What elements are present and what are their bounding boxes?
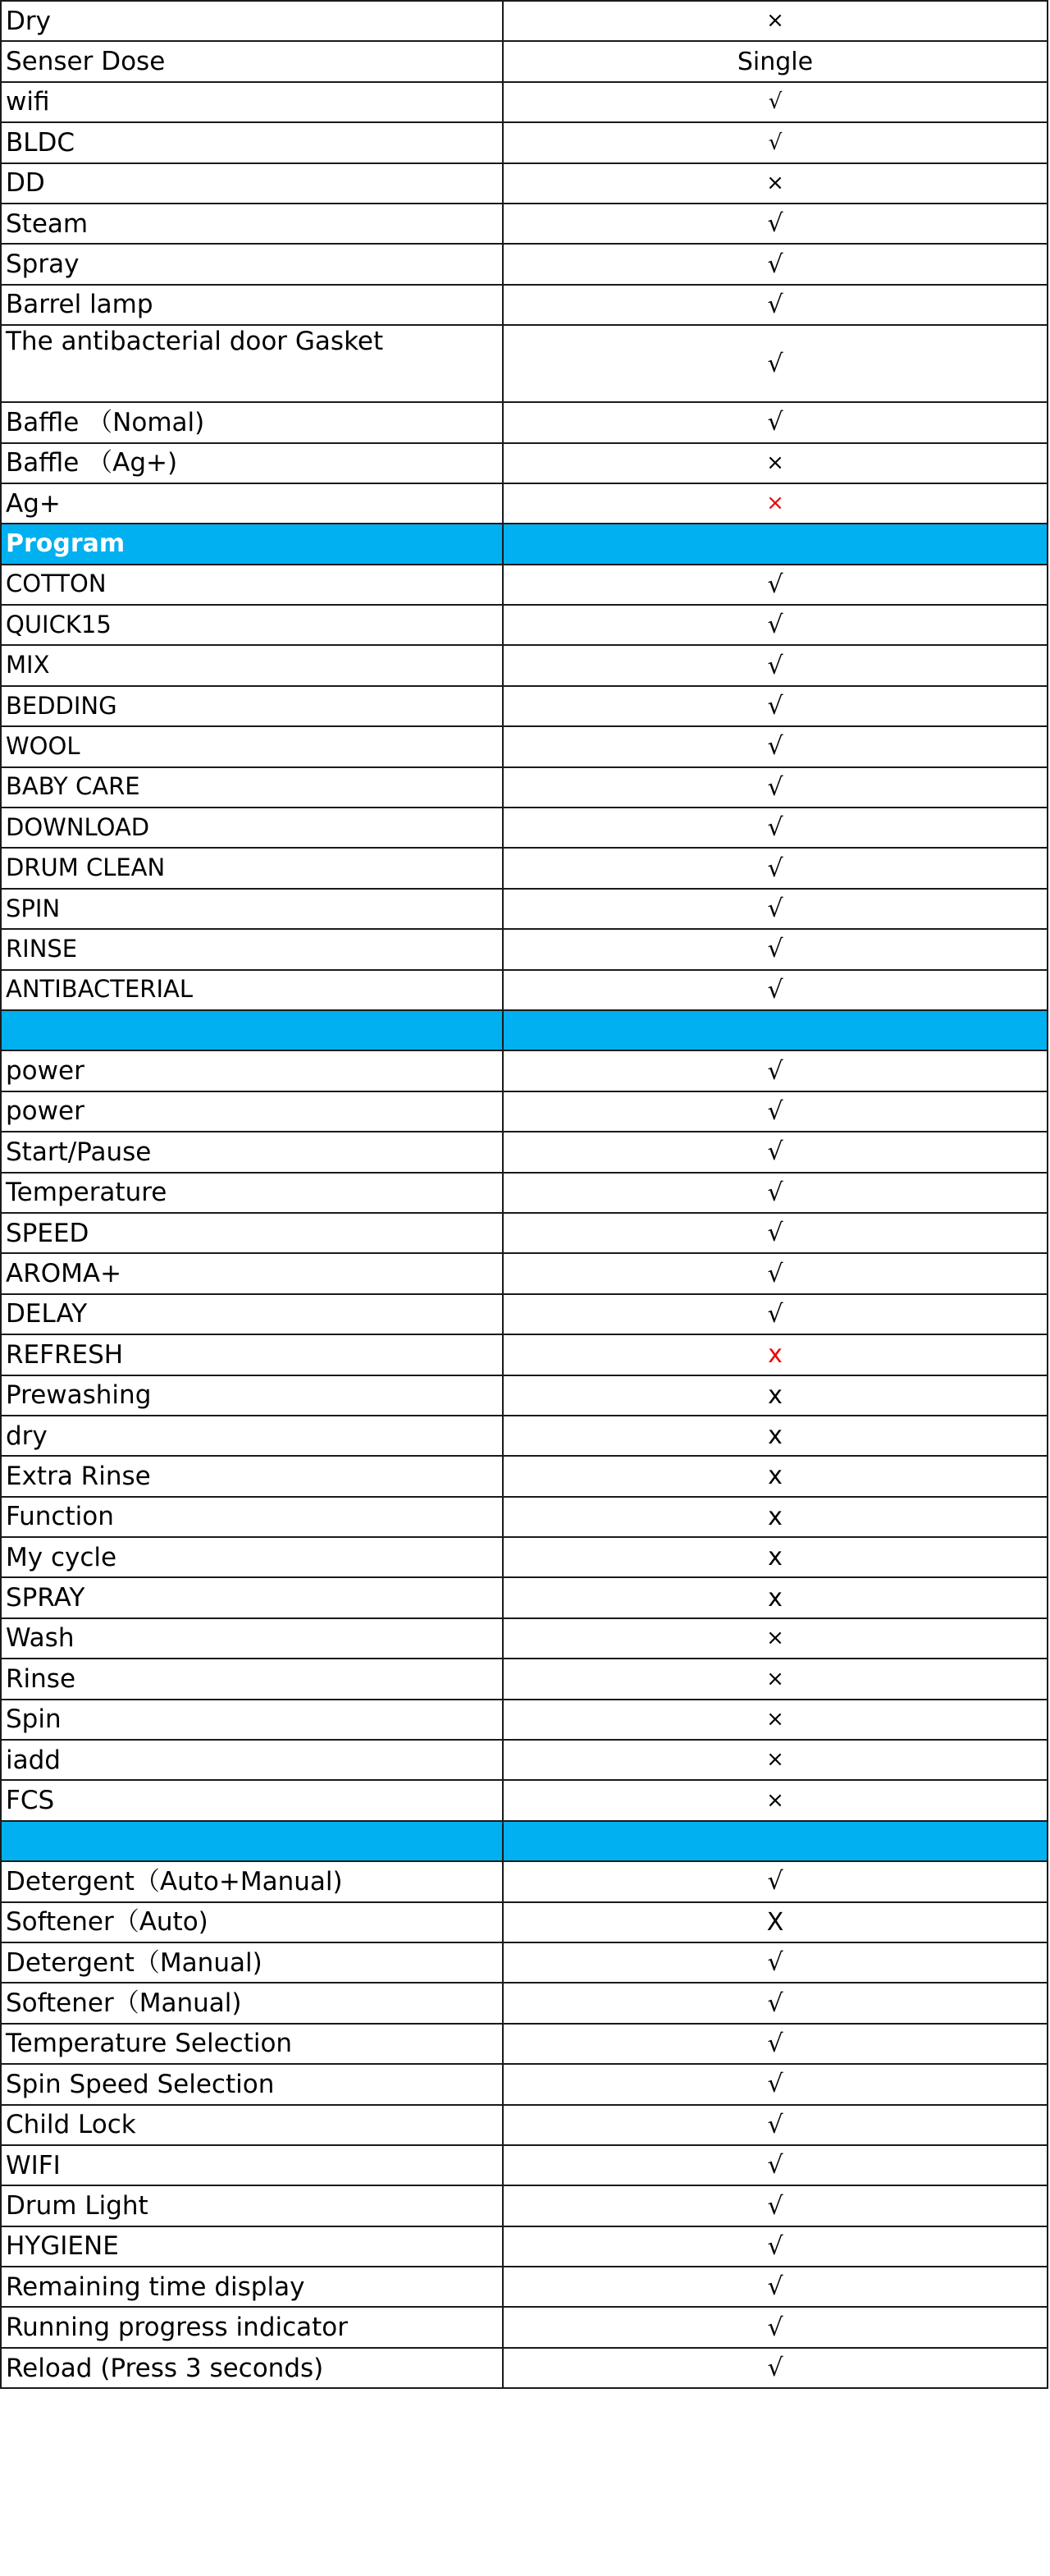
table-row — [1, 1537, 1048, 1577]
feature-label: BABY CARE — [1, 767, 503, 808]
feature-label: Senser Dose — [1, 41, 503, 81]
feature-value: × — [503, 1780, 1048, 1820]
feature-label: Rinse — [1, 1659, 503, 1699]
feature-label: power — [1, 1050, 503, 1091]
table-row — [1, 1253, 1048, 1293]
feature-label: Softener（Manual) — [1, 1983, 503, 2023]
table-row — [1, 889, 1048, 929]
feature-value: √ — [503, 1983, 1048, 2023]
feature-label: QUICK15 — [1, 605, 503, 645]
table-row — [1, 2348, 1048, 2388]
feature-label: RINSE — [1, 929, 503, 969]
table-row — [1, 1577, 1048, 1617]
feature-value: √ — [503, 1050, 1048, 1091]
table-row — [1, 848, 1048, 888]
feature-label: Spin Speed Selection — [1, 2064, 503, 2104]
feature-value: √ — [503, 767, 1048, 808]
feature-label: HYGIENE — [1, 2226, 503, 2267]
feature-value: √ — [503, 565, 1048, 605]
feature-label: iadd — [1, 1740, 503, 1780]
feature-value: x — [503, 1577, 1048, 1617]
table-row — [1, 244, 1048, 284]
feature-value: × — [503, 1618, 1048, 1659]
section-header-label: Program — [1, 524, 503, 564]
feature-value: √ — [503, 1091, 1048, 1132]
feature-value: √ — [503, 605, 1048, 645]
table-row — [1, 163, 1048, 204]
feature-label: DOWNLOAD — [1, 808, 503, 848]
feature-label: SPIN — [1, 889, 503, 929]
feature-value: √ — [503, 82, 1048, 122]
feature-value: Single — [503, 41, 1048, 81]
feature-value: × — [503, 443, 1048, 483]
table-row — [1, 1983, 1048, 2023]
table-row — [1, 1375, 1048, 1416]
feature-value: √ — [503, 1253, 1048, 1293]
feature-label: DD — [1, 163, 503, 204]
feature-value: √ — [503, 1132, 1048, 1172]
table-row — [1, 285, 1048, 325]
feature-label: Ag+ — [1, 483, 503, 524]
feature-value: √ — [503, 402, 1048, 442]
feature-value: √ — [503, 2024, 1048, 2064]
feature-label: dry — [1, 1416, 503, 1456]
table-row — [1, 1173, 1048, 1213]
table-row — [1, 1861, 1048, 1901]
table-row — [1, 2307, 1048, 2347]
table-row — [1, 41, 1048, 81]
table-row — [1, 2185, 1048, 2226]
section-header-row — [1, 524, 1048, 564]
feature-label: MIX — [1, 645, 503, 685]
feature-value: √ — [503, 808, 1048, 848]
feature-value: √ — [503, 848, 1048, 888]
feature-label: My cycle — [1, 1537, 503, 1577]
feature-value: x — [503, 1456, 1048, 1496]
feature-value: √ — [503, 686, 1048, 726]
feature-value: √ — [503, 889, 1048, 929]
feature-label: Spin — [1, 1700, 503, 1740]
feature-value: × — [503, 1, 1048, 41]
feature-label: COTTON — [1, 565, 503, 605]
feature-label: WIFI — [1, 2145, 503, 2185]
table-row — [1, 204, 1048, 244]
spec-table-body — [1, 1, 1048, 2388]
table-row — [1, 1334, 1048, 1375]
feature-label: Temperature — [1, 1173, 503, 1213]
table-row — [1, 483, 1048, 524]
feature-label: Steam — [1, 204, 503, 244]
table-row — [1, 1, 1048, 41]
section-header-label — [1, 1821, 503, 1861]
feature-label: The antibacterial door Gasket — [1, 325, 503, 402]
table-row — [1, 1213, 1048, 1253]
table-row — [1, 1740, 1048, 1780]
table-row — [1, 970, 1048, 1010]
feature-label: BEDDING — [1, 686, 503, 726]
feature-label: Drum Light — [1, 2185, 503, 2226]
table-row — [1, 1700, 1048, 1740]
table-row — [1, 2267, 1048, 2307]
feature-label: Barrel lamp — [1, 285, 503, 325]
table-row — [1, 122, 1048, 162]
section-header-row — [1, 1010, 1048, 1050]
feature-label: Softener（Auto) — [1, 1902, 503, 1942]
table-row — [1, 808, 1048, 848]
table-row — [1, 929, 1048, 969]
section-header-value — [503, 1821, 1048, 1861]
feature-label: wifi — [1, 82, 503, 122]
feature-value: √ — [503, 1294, 1048, 1334]
feature-value: √ — [503, 1861, 1048, 1901]
feature-value: x — [503, 1416, 1048, 1456]
feature-value: √ — [503, 285, 1048, 325]
feature-value: √ — [503, 1942, 1048, 1983]
feature-label: Temperature Selection — [1, 2024, 503, 2064]
section-header-value — [503, 524, 1048, 564]
feature-value: x — [503, 1497, 1048, 1537]
feature-label: Running progress indicator — [1, 2307, 503, 2347]
feature-value: √ — [503, 122, 1048, 162]
feature-label: Wash — [1, 1618, 503, 1659]
table-row — [1, 645, 1048, 685]
feature-value: × — [503, 163, 1048, 204]
feature-label: Detergent（Auto+Manual) — [1, 1861, 503, 1901]
feature-label: Extra Rinse — [1, 1456, 503, 1496]
table-row — [1, 1659, 1048, 1699]
feature-label: Spray — [1, 244, 503, 284]
table-row — [1, 443, 1048, 483]
feature-value: √ — [503, 2226, 1048, 2267]
table-row — [1, 1132, 1048, 1172]
table-row — [1, 325, 1048, 402]
feature-label: DRUM CLEAN — [1, 848, 503, 888]
table-row — [1, 1050, 1048, 1091]
feature-value: √ — [503, 325, 1048, 402]
table-row — [1, 402, 1048, 442]
feature-value: X — [503, 1902, 1048, 1942]
feature-label: power — [1, 1091, 503, 1132]
feature-label: AROMA+ — [1, 1253, 503, 1293]
feature-label: BLDC — [1, 122, 503, 162]
feature-value: √ — [503, 244, 1048, 284]
feature-value: √ — [503, 2185, 1048, 2226]
feature-value: x — [503, 1537, 1048, 1577]
feature-label: Baffle （Nomal) — [1, 402, 503, 442]
feature-value: √ — [503, 2105, 1048, 2145]
table-row — [1, 1091, 1048, 1132]
feature-label: Reload (Press 3 seconds) — [1, 2348, 503, 2388]
feature-label: REFRESH — [1, 1334, 503, 1375]
feature-value: √ — [503, 1173, 1048, 1213]
feature-label: WOOL — [1, 726, 503, 766]
table-row — [1, 1294, 1048, 1334]
table-row — [1, 2064, 1048, 2104]
feature-label: Dry — [1, 1, 503, 41]
feature-value: √ — [503, 726, 1048, 766]
table-row — [1, 82, 1048, 122]
feature-label: SPEED — [1, 1213, 503, 1253]
table-row — [1, 605, 1048, 645]
feature-label: Prewashing — [1, 1375, 503, 1416]
feature-value: x — [503, 1375, 1048, 1416]
table-row — [1, 1497, 1048, 1537]
table-row — [1, 1780, 1048, 1820]
feature-label: Function — [1, 1497, 503, 1537]
table-row — [1, 1618, 1048, 1659]
table-row — [1, 2024, 1048, 2064]
table-row — [1, 726, 1048, 766]
feature-label: Child Lock — [1, 2105, 503, 2145]
feature-value: × — [503, 1700, 1048, 1740]
feature-value: x — [503, 1334, 1048, 1375]
feature-value: × — [503, 483, 1048, 524]
feature-value: √ — [503, 2267, 1048, 2307]
table-row — [1, 1456, 1048, 1496]
feature-value: √ — [503, 204, 1048, 244]
table-row — [1, 767, 1048, 808]
table-row — [1, 2226, 1048, 2267]
feature-value: √ — [503, 1213, 1048, 1253]
feature-label: Baffle （Ag+) — [1, 443, 503, 483]
feature-value: × — [503, 1740, 1048, 1780]
feature-label: FCS — [1, 1780, 503, 1820]
feature-value: √ — [503, 645, 1048, 685]
feature-value: √ — [503, 2064, 1048, 2104]
table-row — [1, 2105, 1048, 2145]
feature-label: Detergent（Manual) — [1, 1942, 503, 1983]
feature-value: √ — [503, 970, 1048, 1010]
feature-value: √ — [503, 2307, 1048, 2347]
section-header-value — [503, 1010, 1048, 1050]
feature-label: Start/Pause — [1, 1132, 503, 1172]
section-header-label — [1, 1010, 503, 1050]
table-row — [1, 686, 1048, 726]
feature-value: √ — [503, 2348, 1048, 2388]
table-row — [1, 1902, 1048, 1942]
table-row — [1, 565, 1048, 605]
table-row — [1, 1416, 1048, 1456]
feature-label: SPRAY — [1, 1577, 503, 1617]
table-row — [1, 2145, 1048, 2185]
feature-label: DELAY — [1, 1294, 503, 1334]
feature-value: √ — [503, 929, 1048, 969]
feature-value: × — [503, 1659, 1048, 1699]
feature-label: ANTIBACTERIAL — [1, 970, 503, 1010]
feature-label: Remaining time display — [1, 2267, 503, 2307]
section-header-row — [1, 1821, 1048, 1861]
feature-value: √ — [503, 2145, 1048, 2185]
table-row — [1, 1942, 1048, 1983]
